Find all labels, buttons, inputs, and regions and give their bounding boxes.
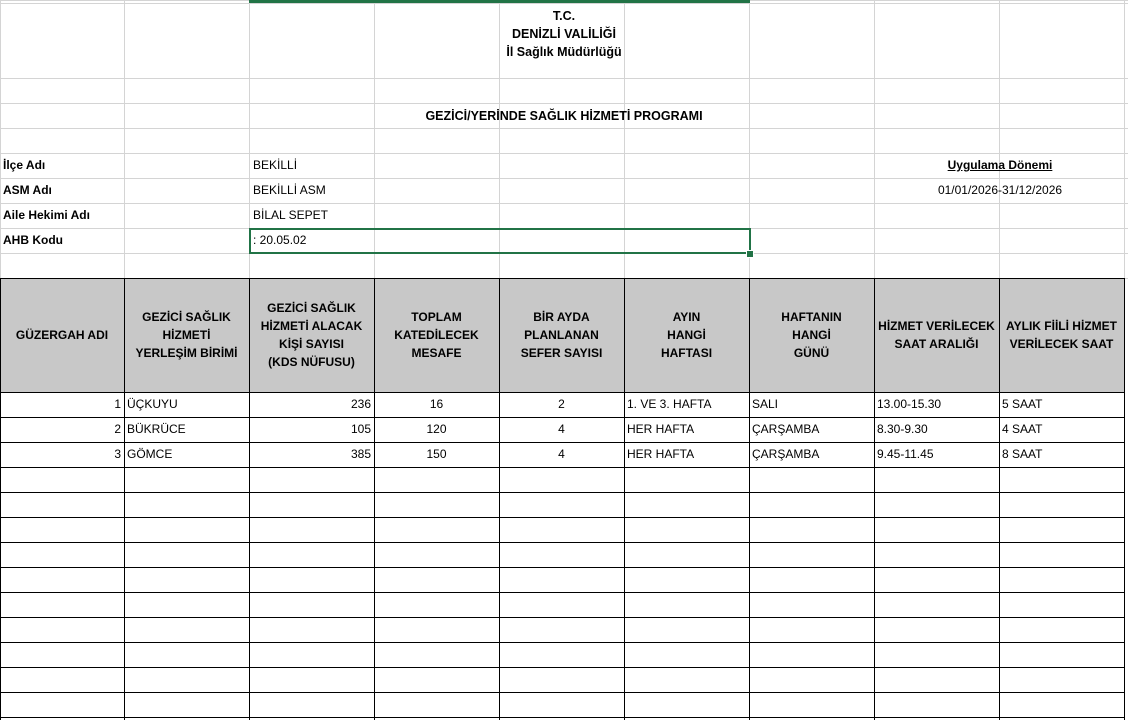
gridline-vertical (999, 0, 1000, 278)
table-border-horizontal (0, 542, 1124, 543)
table-border-horizontal (0, 467, 1124, 468)
table-border-vertical (749, 278, 750, 720)
table-cell[interactable]: ÜÇKUYU (127, 397, 178, 411)
gridline-horizontal (0, 103, 1128, 104)
table-border-horizontal (0, 717, 1124, 718)
table-cell[interactable]: BÜKRÜCE (127, 422, 186, 436)
table-cell[interactable]: 2 (114, 422, 121, 436)
table-cell[interactable]: 9.45-11.45 (877, 447, 934, 461)
table-border-vertical (624, 278, 625, 720)
ilce-value[interactable]: BEKİLLİ (253, 158, 298, 172)
gridline-horizontal (0, 3, 1128, 4)
table-cell[interactable]: 4 SAAT (1002, 422, 1043, 436)
title-governorship: DENİZLİ VALİLİĞİ (512, 27, 616, 41)
table-cell[interactable]: 8 SAAT (1002, 447, 1043, 461)
ilce-label[interactable]: İlçe Adı (3, 158, 46, 172)
column-header[interactable]: GEZİCİ SAĞLIK HİZMETİ ALACAK KİŞİ SAYISI (KDS NÜFUSU) (260, 301, 363, 369)
ahb-label[interactable]: AHB Kodu (3, 233, 63, 247)
gridline-vertical (874, 0, 875, 278)
table-cell[interactable]: 150 (426, 447, 447, 461)
title-directorate: İl Sağlık Müdürlüğü (506, 45, 622, 59)
table-cell[interactable]: 236 (350, 397, 371, 411)
table-border-vertical (249, 278, 250, 720)
table-cell[interactable]: 5 SAAT (1002, 397, 1043, 411)
gridline-vertical (124, 0, 125, 278)
table-cell[interactable]: 120 (426, 422, 447, 436)
table-border-vertical (874, 278, 875, 720)
column-header[interactable]: BİR AYDA PLANLANAN SEFER SAYISI (520, 310, 603, 360)
donem-value[interactable]: 01/01/2026-31/12/2026 (937, 183, 1063, 197)
table-border-horizontal (0, 278, 1124, 279)
column-header[interactable]: HAFTANIN HANGİ GÜNÜ (781, 310, 842, 360)
table-border-horizontal (0, 417, 1124, 418)
column-header[interactable]: GEZİCİ SAĞLIK HİZMETİ YERLEŞİM BİRİMİ (135, 310, 238, 360)
table-cell[interactable]: 13.00-15.30 (877, 397, 942, 411)
table-border-vertical (1124, 278, 1125, 720)
gridline-vertical (1124, 0, 1125, 278)
gridline-horizontal (0, 128, 1128, 129)
table-border-horizontal (0, 642, 1124, 643)
table-border-horizontal (0, 667, 1124, 668)
donem-label[interactable]: Uygulama Dönemi (947, 158, 1053, 172)
selected-column-indicator (249, 0, 750, 3)
table-border-vertical (999, 278, 1000, 720)
asm-value[interactable]: BEKİLLİ ASM (253, 183, 326, 197)
hekim-value[interactable]: BİLAL SEPET (253, 208, 328, 222)
table-border-horizontal (0, 567, 1124, 568)
table-cell[interactable]: 8.30-9.30 (877, 422, 928, 436)
table-border-vertical (374, 278, 375, 720)
table-border-horizontal (0, 592, 1124, 593)
ahb-value[interactable]: : 20.05.02 (253, 233, 307, 247)
table-cell[interactable]: GÖMCE (127, 447, 173, 461)
asm-label[interactable]: ASM Adı (3, 183, 52, 197)
gridline-horizontal (0, 78, 1128, 79)
table-cell[interactable]: 1. VE 3. HAFTA (627, 397, 712, 411)
column-header[interactable]: AYLIK FİİLİ HİZMET VERİLECEK SAAT (1006, 319, 1117, 351)
column-header[interactable]: HİZMET VERİLECEK SAAT ARALIĞI (878, 319, 995, 351)
table-border-horizontal (0, 442, 1124, 443)
column-header[interactable]: GÜZERGAH ADI (15, 328, 109, 342)
column-header[interactable]: AYIN HANGİ HAFTASI (660, 310, 713, 360)
program-title: GEZİCİ/YERİNDE SAĞLIK HİZMETİ PROGRAMI (425, 109, 703, 123)
table-cell[interactable]: SALI (752, 397, 779, 411)
table-cell[interactable]: 4 (558, 422, 565, 436)
gridline-horizontal (0, 203, 1128, 204)
table-cell[interactable]: 1 (114, 397, 121, 411)
table-cell[interactable]: ÇARŞAMBA (752, 422, 820, 436)
table-border-vertical (124, 278, 125, 720)
table-cell[interactable]: ÇARŞAMBA (752, 447, 820, 461)
table-cell[interactable]: HER HAFTA (627, 447, 695, 461)
table-cell[interactable]: 16 (429, 397, 444, 411)
table-border-horizontal (0, 492, 1124, 493)
table-border-horizontal (0, 392, 1124, 393)
table-cell[interactable]: 105 (350, 422, 371, 436)
table-cell[interactable]: 385 (350, 447, 371, 461)
table-cell[interactable]: HER HAFTA (627, 422, 695, 436)
table-border-vertical (0, 278, 1, 720)
title-tc: T.C. (552, 9, 576, 23)
table-cell[interactable]: 4 (558, 447, 565, 461)
column-header[interactable]: TOPLAM KATEDİLECEK MESAFE (394, 310, 479, 360)
fill-handle[interactable] (746, 250, 754, 258)
active-cell-selection[interactable] (249, 228, 751, 254)
hekim-label[interactable]: Aile Hekimi Adı (3, 208, 90, 222)
table-border-horizontal (0, 692, 1124, 693)
table-border-vertical (499, 278, 500, 720)
table-border-horizontal (0, 517, 1124, 518)
table-cell[interactable]: 3 (114, 447, 121, 461)
table-cell[interactable]: 2 (558, 397, 565, 411)
table-border-horizontal (0, 617, 1124, 618)
